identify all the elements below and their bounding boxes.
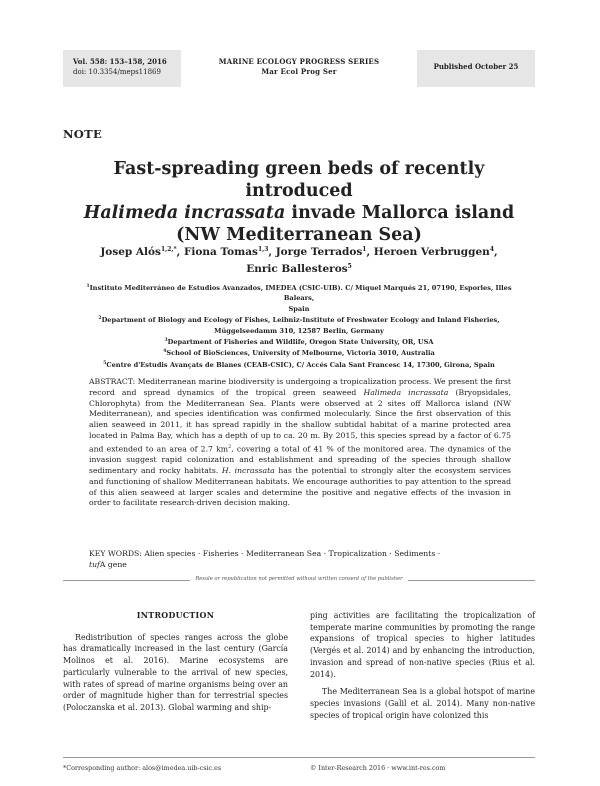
title-line-2 bbox=[63, 202, 535, 224]
right-column bbox=[310, 610, 535, 721]
abstract-text: has the potential to strongly alter the ecosystem services and functioning of shallow Mediterranean habitats. We encourage authorities to pay attention to the spread of this alien seaweed at larger scales and determine the positive and negative effects of the invasion in order to facilitate research-driven decision making. bbox=[89, 465, 511, 508]
volume-box bbox=[63, 50, 181, 87]
affiliation bbox=[80, 359, 518, 370]
affiliation bbox=[80, 314, 518, 325]
author-3: , Jorge Terrados bbox=[268, 246, 363, 258]
section-heading: INTRODUCTION bbox=[136, 611, 215, 620]
author-list bbox=[63, 243, 535, 276]
left-column bbox=[63, 610, 288, 714]
abstract-species: H. incrassata bbox=[221, 465, 275, 475]
author-4: , Heroen Verbruggen bbox=[366, 246, 490, 258]
title-line-3: (NW Mediterranean Sea) bbox=[176, 225, 422, 245]
journal-header bbox=[63, 50, 535, 87]
series-box bbox=[181, 50, 417, 87]
author-5-sup: 5 bbox=[347, 262, 352, 270]
affiliation bbox=[80, 347, 518, 358]
abstract bbox=[89, 377, 511, 509]
copyright: © Inter-Research 2016 · www.int-res.com bbox=[310, 764, 446, 772]
resale-notice bbox=[63, 576, 535, 582]
article-type: NOTE bbox=[63, 127, 103, 141]
affiliation-text: Department of Fisheries and Wildlife, Oregon State University, OR, USA bbox=[167, 338, 434, 347]
keyword-gene-rest: A gene bbox=[99, 560, 127, 569]
title-line-1: Fast-spreading green beds of recently introduced bbox=[113, 159, 485, 201]
affiliation bbox=[80, 326, 518, 336]
affiliation-text: Instituto Mediterráneo de Estudios Avanzados, IMEDEA (CSIC-UIB). C/ Miquel Marqués 21, 07190, Esporles, Illes Balears, bbox=[89, 284, 512, 303]
author-2: , Fiona Tomas bbox=[176, 246, 258, 258]
keywords-list: Alien species · Fisheries · Mediterranean Sea · Tropicalization · Sediments · bbox=[141, 549, 441, 558]
author-5: Enric Ballesteros bbox=[246, 262, 348, 275]
published-date: Published October 25 bbox=[417, 50, 535, 87]
title-species: Halimeda incrassata bbox=[83, 203, 286, 223]
resale-text: Resale or republication not permitted without written consent of the publisher bbox=[190, 576, 407, 582]
affiliation-sup: 3 bbox=[164, 338, 168, 344]
affiliation-text: Spain bbox=[288, 304, 310, 313]
author-3-sup: 1 bbox=[362, 246, 367, 253]
doi[interactable]: doi: 10.3354/meps11869 bbox=[73, 68, 161, 76]
affiliation bbox=[80, 304, 518, 314]
affiliation-text: Müggelseedamm 310, 12587 Berlin, Germany bbox=[214, 326, 384, 335]
abstract-species: Halimeda incrassata bbox=[363, 387, 449, 397]
series-abbr: Mar Ecol Prog Ser bbox=[261, 67, 337, 76]
authors-line-1: Josep Alós$^{1,2,*}$, Fiona Tomas$^{1,3}$, Jorge Terrados$^1$, Heroen Verbruggen$^4$, bbox=[100, 246, 498, 258]
affiliations bbox=[80, 282, 518, 370]
corresponding-star: * bbox=[173, 246, 177, 253]
abstract-sup: 2 bbox=[228, 443, 232, 450]
abstract-text: , covering a total of 41 % of the monitored area. The dynamics of the invasion suggest rapid colonization and establishment and spreading of the species through shallow sedimentary and rocky habitats. bbox=[89, 444, 511, 475]
paragraph: The Mediterranean Sea is a global hotspot of marine species invasions (Galil et al. 2014). Many non-native species of tropical origin have colonized this bbox=[310, 687, 535, 720]
paragraph: Redistribution of species ranges across the globe has dramatically increased in the last century (García Molinos et al. 2016). Marine ecosystems are particularly vulnerable to the arrival of new species, with rates of spread of marine organisms being over an order of magnitude higher than for terrestrial species (Poloczanska et al. 2013). Global warming and ship- bbox=[63, 632, 288, 712]
author-1: Josep Alós bbox=[100, 246, 161, 258]
affiliation bbox=[80, 336, 518, 347]
article-title bbox=[63, 158, 535, 246]
affiliation-sup: 2 bbox=[98, 316, 102, 322]
abstract-label: ABSTRACT: bbox=[89, 377, 136, 386]
author-4-sup: 4 bbox=[489, 246, 494, 253]
affiliation-text: School of BioSciences, University of Melbourne, Victoria 3010, Australia bbox=[166, 349, 435, 358]
keywords-label: KEY WORDS: bbox=[89, 549, 142, 558]
footer-divider bbox=[63, 757, 535, 758]
author-2-sup: 1,3 bbox=[257, 246, 269, 253]
author-1-sup: 1,2, bbox=[160, 246, 174, 253]
title-line-2-rest: invade Mallorca island bbox=[285, 203, 515, 223]
keyword-gene: tuf bbox=[89, 560, 100, 569]
volume-info: Vol. 558: 153–158, 2016 bbox=[73, 57, 167, 66]
abstract-text: (Bryopsidales, Chlorophyta) from the Mediterranean Sea. Plants were observed at 2 sites off Mallorca island (NW Mediterranean), and species identification was confirmed molecularly. Since the first observation of this alien seaweed in 2011, it has spread rapidly in the shallow subtidal habitat of a marine protected area located in Palma Bay, which has a depth of up to ca. 20 m. By 2015, this species spread by a factor of 6.75 and extended to an area of 2.7 km bbox=[89, 387, 511, 454]
abstract-text: Mediterranean marine biodiversity is undergoing a tropicalization process. We present the first record and spread dynamics of the tropical green seaweed bbox=[89, 377, 511, 397]
affiliation-sup: 4 bbox=[163, 349, 167, 355]
authors-line-2 bbox=[63, 260, 535, 277]
affiliation-sup: 1 bbox=[86, 284, 90, 289]
affiliation-text: Department of Biology and Ecology of Fishes, Leibniz-Institute of Freshwater Ecology and Inland Fisheries, bbox=[101, 316, 500, 325]
affiliation bbox=[80, 282, 518, 304]
corresponding-author[interactable]: *Corresponding author: alos@imedea.uib-csic.es bbox=[63, 764, 222, 772]
affiliation-sup: 5 bbox=[103, 360, 107, 366]
paragraph: ping activities are facilitating the tropicalization of temperate marine communities by promoting the range expansions of tropical species to higher latitudes (Vergés et al. 2014) and by enhancing the introduction, invasion and spread of non-native species (Rius et al. 2014). bbox=[310, 611, 535, 679]
series-title: MARINE ECOLOGY PROGRESS SERIES bbox=[218, 57, 380, 66]
keywords bbox=[89, 548, 511, 570]
affiliation-text: Centre d'Estudis Avançats de Blanes (CEAB-CSIC), C/ Accés Cala Sant Francesc 14, 17300, Girona, Spain bbox=[106, 360, 495, 369]
